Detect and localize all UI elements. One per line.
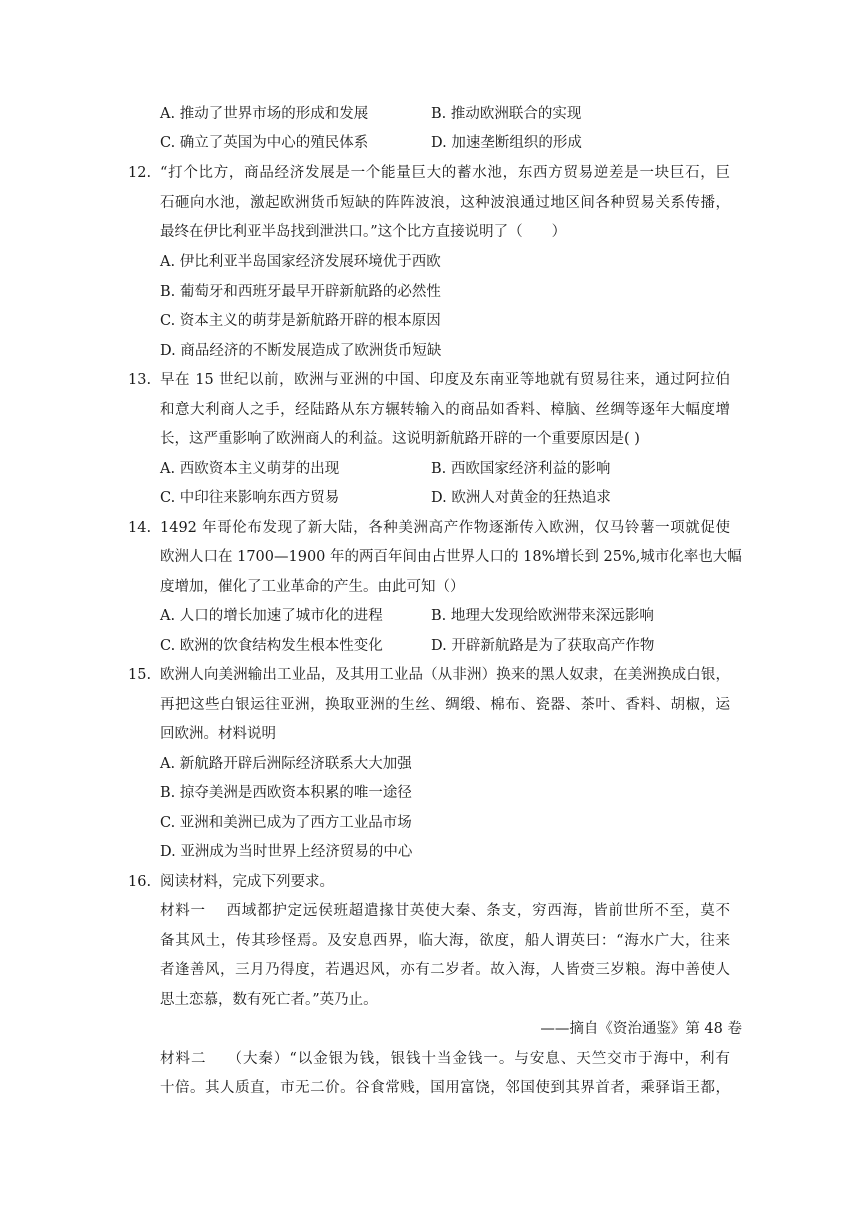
- q15-option-d[interactable]: D. 亚洲成为当时世界上经济贸易的中心: [160, 844, 413, 860]
- q15-stem-line: 回欧洲。材料说明: [160, 726, 276, 742]
- q13-stem-line: 早在 15 世纪以前，欧洲与亚洲的中国、印度及东南亚等地就有贸易往来，通过阿拉伯: [160, 372, 730, 388]
- q11-option-c[interactable]: C. 确立了英国为中心的殖民体系: [160, 135, 369, 151]
- q12-option-c[interactable]: C. 资本主义的萌芽是新航路开辟的根本原因: [160, 313, 441, 329]
- q14-number: 14.: [128, 520, 152, 536]
- q16-material1-line: 材料一 西域都护定远侯班超遣掾甘英使大秦、条支，穷西海，皆前世所不至，莫不: [160, 903, 730, 919]
- q12-stem-line: 最终在伊比利亚半岛找到泄洪口。”这个比方直接说明了（ ）: [160, 224, 567, 240]
- q14-option-a[interactable]: A. 人口的增长加速了城市化的进程: [160, 608, 383, 624]
- q12-option-b[interactable]: B. 葡萄牙和西班牙最早开辟新航路的必然性: [160, 284, 441, 300]
- q13-number: 13.: [128, 372, 152, 388]
- q14-stem-line: 度增加，催化了工业革命的产生。由此可知（）: [160, 579, 465, 595]
- q11-option-d[interactable]: D. 加速垄断组织的形成: [431, 135, 582, 151]
- q15-stem-line: 再把这些白银运往亚洲，换取亚洲的生丝、绸缎、棉布、瓷器、茶叶、香料、胡椒，运: [160, 697, 730, 713]
- q15-option-a[interactable]: A. 新航路开辟后洲际经济联系大大加强: [160, 756, 412, 772]
- q16-intro: 阅读材料，完成下列要求。: [160, 874, 334, 890]
- q13-option-a[interactable]: A. 西欧资本主义萌芽的出现: [160, 461, 340, 477]
- q13-option-c[interactable]: C. 中印往来影响东西方贸易: [160, 490, 340, 506]
- q16-source1: ——摘自《资治通鉴》第 48 卷: [540, 1021, 742, 1037]
- q15-option-c[interactable]: C. 亚洲和美洲已成为了西方工业品市场: [160, 815, 412, 831]
- q15-stem-line: 欧洲人向美洲输出工业品，及其用工业品（从非洲）换来的黑人奴隶，在美洲换成白银，: [160, 667, 730, 683]
- q14-stem-line: 1492 年哥伦布发现了新大陆，各种美洲高产作物逐渐传入欧洲，仅马铃薯一项就促使: [160, 520, 730, 536]
- q11-option-b[interactable]: B. 推动欧洲联合的实现: [431, 106, 582, 122]
- q11-option-a[interactable]: A. 推动了世界市场的形成和发展: [160, 106, 369, 122]
- q16-material2-line: 十倍。其人质直，市无二价。谷食常贱，国用富饶，邻国使到其界首者，乘驿诣王都，: [160, 1080, 730, 1096]
- q14-stem-line: 欧洲人口在 1700—1900 年的两百年间由占世界人口的 18%增长到 25%,城市化率也大幅: [160, 549, 742, 565]
- q12-option-a[interactable]: A. 伊比利亚半岛国家经济发展环境优于西欧: [160, 254, 441, 270]
- q14-option-b[interactable]: B. 地理大发现给欧洲带来深远影响: [431, 608, 654, 624]
- q12-number: 12.: [128, 165, 152, 181]
- q15-option-b[interactable]: B. 掠夺美洲是西欧资本积累的唯一途径: [160, 785, 412, 801]
- q14-option-d[interactable]: D. 开辟新航路是为了获取高产作物: [431, 638, 655, 654]
- q16-material1-line: 者逢善风，三月乃得度，若遇迟风，亦有二岁者。故入海，人皆赍三岁粮。海中善使人: [160, 962, 730, 978]
- q16-number: 16.: [128, 874, 152, 890]
- q16-material2-line: 材料二 （大秦）“以金银为钱，银钱十当金钱一。与安息、天竺交市于海中，利有: [160, 1051, 730, 1067]
- q12-stem-line: “打个比方，商品经济发展是一个能量巨大的蓄水池，东西方贸易逆差是一块巨石，巨: [160, 165, 730, 181]
- q14-option-c[interactable]: C. 欧洲的饮食结构发生根本性变化: [160, 638, 383, 654]
- q13-stem-line: 长，这严重影响了欧洲商人的利益。这说明新航路开辟的一个重要原因是( ): [160, 431, 640, 447]
- q13-option-d[interactable]: D. 欧洲人对黄金的狂热追求: [431, 490, 611, 506]
- q15-number: 15.: [128, 667, 152, 683]
- q16-material1-line: 思土恋慕，数有死亡者。”英乃止。: [160, 992, 378, 1008]
- q13-stem-line: 和意大利商人之手，经陆路从东方辗转输入的商品如香料、樟脑、丝绸等逐年大幅度增: [160, 402, 730, 418]
- q12-option-d[interactable]: D. 商品经济的不断发展造成了欧洲货币短缺: [160, 343, 442, 359]
- q12-stem-line: 石砸向水池，激起欧洲货币短缺的阵阵波浪，这种波浪通过地区间各种贸易关系传播，: [160, 195, 730, 211]
- q13-option-b[interactable]: B. 西欧国家经济利益的影响: [431, 461, 611, 477]
- q16-material1-line: 备其风土，传其珍怪焉。及安息西界，临大海，欲度，船人谓英曰：“海水广大，往来: [160, 933, 730, 949]
